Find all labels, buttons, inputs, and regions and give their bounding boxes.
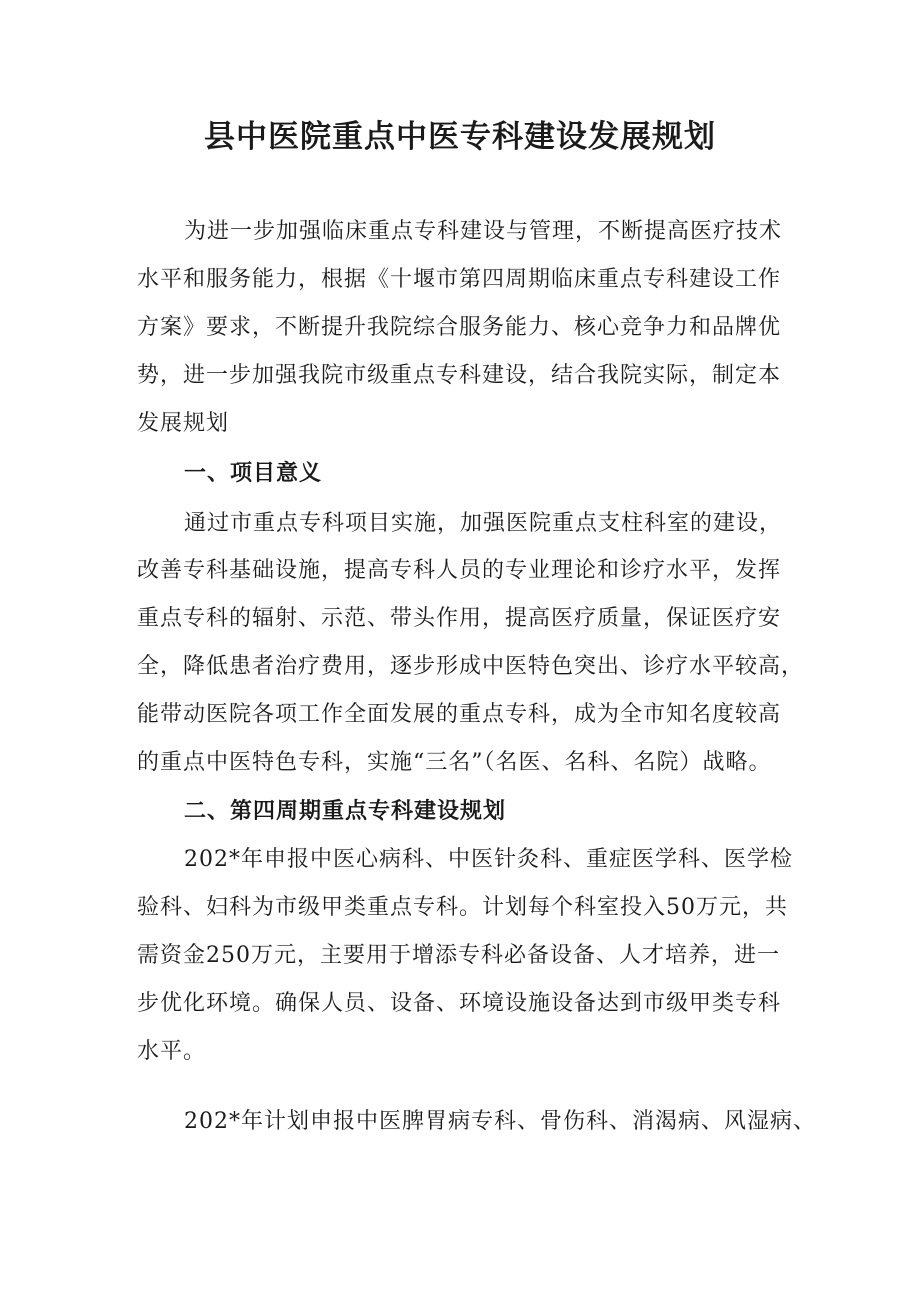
section1-line-3: 重点专科的辐射、示范、带头作用，提高医疗质量，保证医疗安 <box>137 606 782 631</box>
section2-p1-line-2: 验科、妇科为市级甲类重点专科。计划每个科室投入50万元，共 <box>137 895 788 920</box>
document-title: 县中医院重点中医专科建设发展规划 <box>204 119 716 155</box>
section1-line-4: 全，降低患者治疗费用，逐步形成中医特色突出、诊疗水平较高， <box>137 654 805 679</box>
section1-heading: 一、项目意义 <box>184 460 323 486</box>
section1-line-5: 能带动医院各项工作全面发展的重点专科，成为全市知名度较高 <box>137 702 782 727</box>
section2-heading: 二、第四周期重点专科建设规划 <box>184 798 507 824</box>
section2-p2-line-1: 202*年计划申报中医脾胃病专科、骨伤科、消渴病、风湿病、 <box>184 1109 816 1134</box>
intro-line-2: 水平和服务能力，根据《十堰市第四周期临床重点专科建设工作 <box>137 267 782 292</box>
intro-line-1: 为进一步加强临床重点专科建设与管理，不断提高医疗技术 <box>184 219 783 244</box>
section2-p1-line-3: 需资金250万元，主要用于增添专科必备设备、人才培养，进一 <box>137 943 780 968</box>
section1-line-2: 改善专科基础设施，提高专科人员的专业理论和诊疗水平，发挥 <box>137 558 782 583</box>
section1-line-6: 的重点中医特色专科，实施“三名”（名医、名科、名院）战略。 <box>137 750 772 775</box>
section2-p1-line-5: 水平。 <box>137 1039 207 1064</box>
intro-line-5: 发展规划 <box>137 411 230 436</box>
section2-p1-line-1: 202*年申报中医心病科、中医针灸科、重症医学科、医学检 <box>184 847 793 872</box>
section2-p1-line-4: 步优化环境。确保人员、设备、环境设施设备达到市级甲类专科 <box>137 991 782 1016</box>
intro-line-3: 方案》要求，不断提升我院综合服务能力、核心竞争力和品牌优 <box>137 315 782 340</box>
intro-line-4: 势，进一步加强我院市级重点专科建设，结合我院实际，制定本 <box>137 363 782 388</box>
section1-line-1: 通过市重点专科项目实施，加强医院重点支柱科室的建设， <box>184 511 783 536</box>
